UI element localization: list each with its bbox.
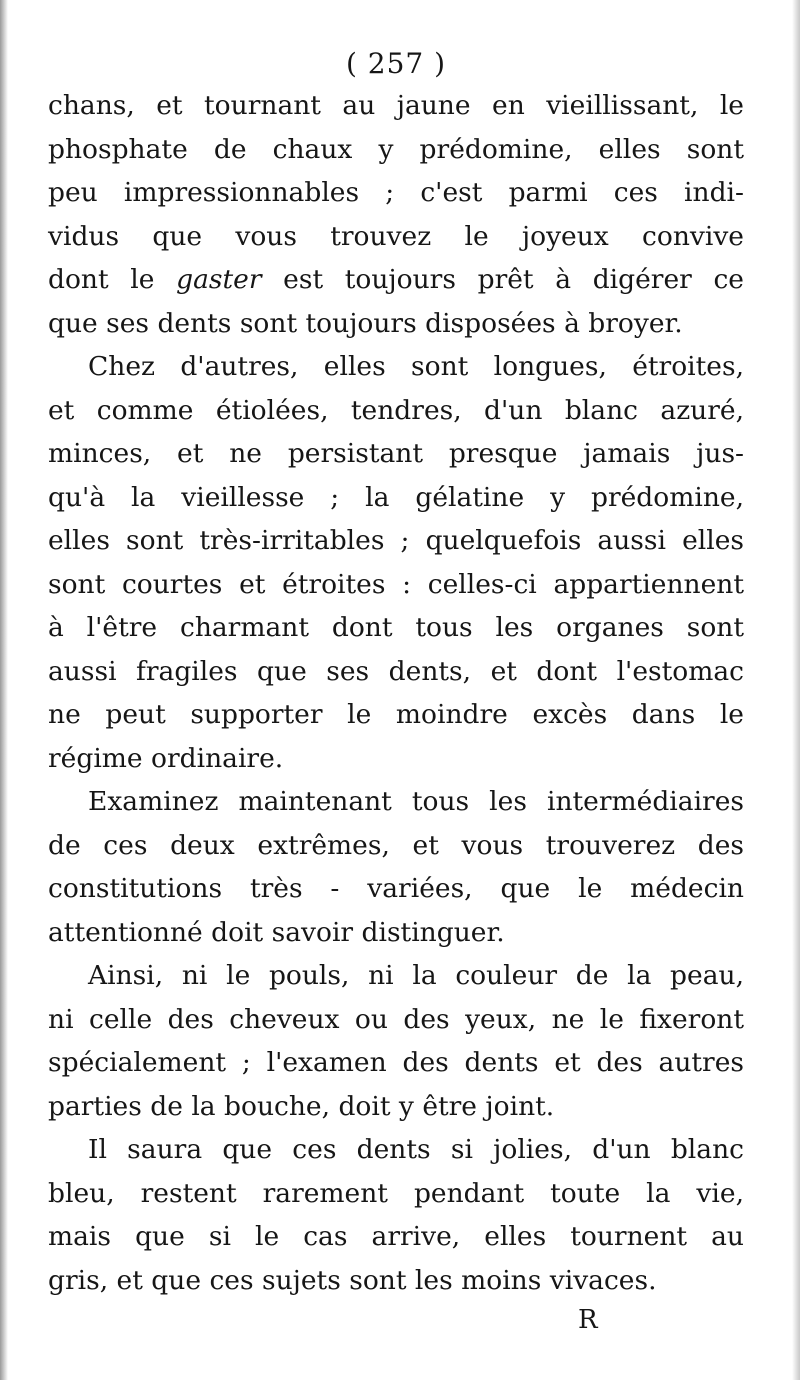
page-number: ( 257 ): [345, 47, 447, 80]
text-line: régime ordinaire.: [48, 742, 284, 774]
text-line: spécialement ; l'examen des dents et des autres: [48, 1047, 744, 1078]
text-line: Ainsi, ni le pouls, ni la couleur de la peau,: [88, 960, 744, 991]
text-line: mais que si le cas arrive, elles tournent au: [48, 1221, 744, 1252]
signature-mark: R: [578, 1305, 598, 1335]
text-line: elles sont très-irritables ; quelquefois aussi elles: [48, 525, 744, 556]
paragraph: [48, 84, 744, 345]
text-line: bleu, restent rarement pendant toute la vie,: [48, 1177, 744, 1209]
text-line: ne peut supporter le moindre excès dans le: [48, 699, 744, 730]
page-left-edge-shadow: [0, 0, 8, 1380]
text-line: Il saura que ces dents si jolies, d'un blanc: [88, 1134, 744, 1165]
paragraph: [48, 954, 744, 1128]
text-line: à l'être charmant dont tous les organes sont: [48, 612, 744, 643]
italic-word: gaster: [176, 264, 262, 295]
text-line: qu'à la vieillesse ; la gélatine y prédomine,: [48, 481, 744, 513]
text-line: et comme étiolées, tendres, d'un blanc azuré,: [48, 394, 744, 426]
text-line: que ses dents sont toujours disposées à broyer.: [48, 307, 683, 339]
text-line: chans, et tournant au jaune en vieillissant, le: [48, 90, 744, 121]
text-line: dont le gaster est toujours prêt à digérer ce: [48, 264, 744, 295]
paragraph: [48, 1128, 744, 1302]
page-text-block: [48, 44, 744, 1302]
body-text: [48, 84, 744, 1302]
text-line: minces, et ne persistant presque jamais jus-: [48, 438, 744, 469]
text-line: constitutions très - variées, que le médecin: [48, 873, 744, 904]
page-right-edge-shadow: [792, 0, 800, 1380]
text-line: aussi fragiles que ses dents, et dont l'estomac: [48, 655, 744, 687]
text-line: peu impressionnables ; c'est parmi ces indi-: [48, 177, 744, 208]
text-line: phosphate de chaux y prédomine, elles sont: [48, 133, 744, 165]
text-line: parties de la bouche, doit y être joint.: [48, 1090, 555, 1122]
paragraph: [48, 345, 744, 780]
text-line: de ces deux extrêmes, et vous trouverez des: [48, 829, 744, 861]
paragraph: [48, 780, 744, 954]
text-line: ni celle des cheveux ou des yeux, ne le fixeront: [48, 1003, 744, 1035]
text-line: attentionné doit savoir distinguer.: [48, 916, 505, 948]
text-line: Examinez maintenant tous les intermédiaires: [88, 786, 744, 817]
text-line: sont courtes et étroites : celles-ci appartiennent: [48, 568, 744, 600]
text-line: Chez d'autres, elles sont longues, étroites,: [88, 351, 744, 382]
text-line: gris, et que ces sujets sont les moins vivaces.: [48, 1264, 657, 1296]
text-line: vidus que vous trouvez le joyeux convive: [48, 220, 744, 252]
